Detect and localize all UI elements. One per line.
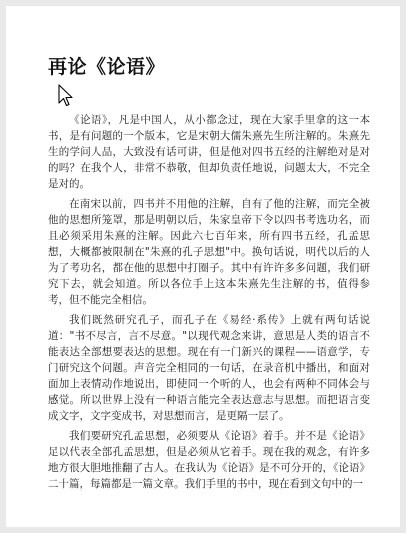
- paragraph: 我们要研究孔孟思想，必须要从《论语》着手。并不是《论语》足以代表全部孔孟思想，但是必须从它着手。现在我的观念，有许多地方很大胆地推翻了古人。在我认为《论语》是不可分开的，《论语》二十篇，每篇都是一篇文章。我们手里的书中，现在看到文句中的一: [48, 430, 370, 490]
- mouse-cursor-icon: [58, 84, 74, 108]
- page-title: 再论《论语》: [48, 56, 166, 78]
- document-body: [48, 112, 370, 496]
- paragraph: 我们既然研究孔子，而孔子在《易经·系传》上就有两句话说道："书不尽言，言不尽意。"以现代观念来讲，意思是人类的语言不能表达全部想要表达的思想。现在有一门新兴的课程——语意学，专门研究这个问题。声音完全相同的一句话，在录音机中播出，和面对面加上表情动作地说出，即使同一个听的人，也会有两种不同体会与感觉。所以世界上没有一种语言能完全表达意志与思想。而把语言变成文字，文字变成书，对思想而言，是更隔一层了。: [48, 314, 370, 422]
- paragraph: 在南宋以前，四书并不用他的注解，自有了他的注解，而完全被他的思想所笼罩，那是明朝以后，朱家皇帝下令以四书考选功名，而且必须采用朱熹的注解。因此六七百年来，所有四书五经，孔孟思想，大概都被限制在"朱熹的孔子思想"中。换句话说，明代以后的人为了考功名，都在他的思想中打圈子。其中有许许多多问题，我们研究下去，就会知道。所以各位手上这本朱熹先生注解的书，值得参考，但不能完全相信。: [48, 198, 370, 306]
- paragraph: 《论语》，凡是中国人，从小都念过，现在大家手里拿的这一本书，是有问题的一个版本，它是宋朝大儒朱熹先生所注解的。朱熹先生的学问人品，大致没有话可讲，但是他对四书五经的注解绝对是对的吗？在我个人，非常不恭敬，但却负责任地说，问题太大，不完全是对的。: [48, 114, 370, 190]
- document-page: [6, 6, 400, 527]
